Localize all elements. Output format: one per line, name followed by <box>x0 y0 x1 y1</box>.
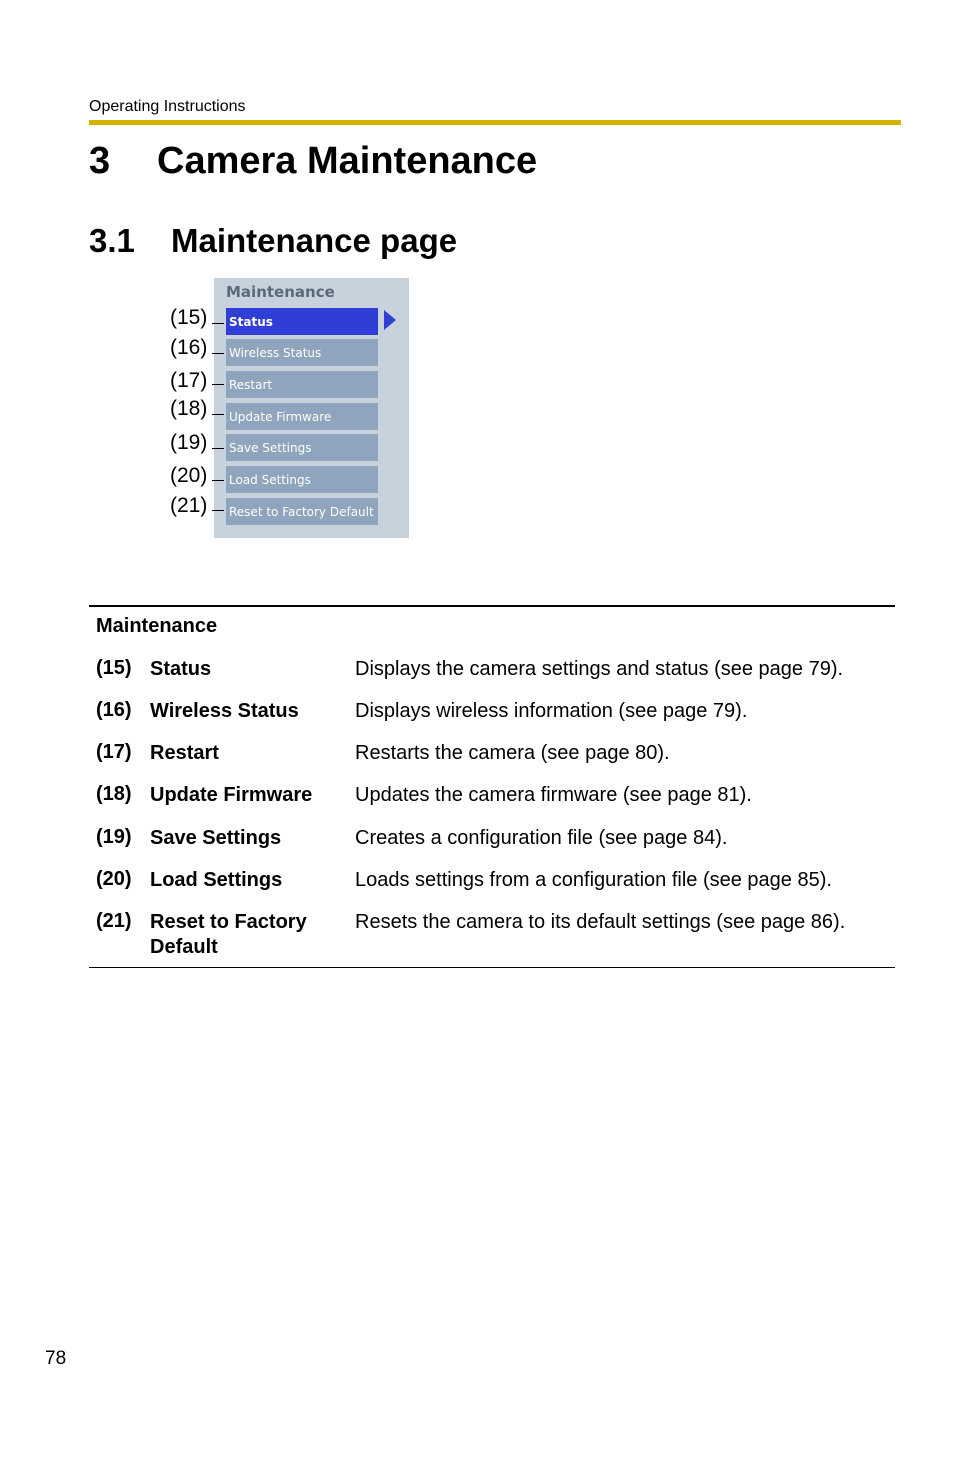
callout-leader <box>212 414 224 415</box>
table-heading: Maintenance <box>96 615 218 637</box>
callout-leader <box>212 480 224 481</box>
callout-16: (16) <box>170 336 208 359</box>
callout-leader <box>212 323 224 324</box>
callout-21: (21) <box>170 494 208 517</box>
callout-15: (15) <box>170 306 208 329</box>
row-number: (16) <box>96 699 132 721</box>
row-number: (21) <box>96 910 132 932</box>
row-description: Resets the camera to its default settings (see page 86). <box>355 911 846 933</box>
menu-item-reset-factory-default[interactable]: Reset to Factory Default <box>226 498 378 525</box>
row-number: (19) <box>96 826 132 848</box>
section-heading <box>89 222 457 260</box>
menu-item-restart[interactable]: Restart <box>226 371 378 398</box>
callout-19: (19) <box>170 431 208 454</box>
row-term: Restart <box>150 742 219 764</box>
row-term: Reset to Factory Default <box>150 911 307 958</box>
selected-arrow-icon <box>384 310 396 330</box>
row-description: Loads settings from a configuration file (see page 85). <box>355 869 832 891</box>
callout-17: (17) <box>170 369 208 392</box>
row-description: Creates a configuration file (see page 84). <box>355 827 728 849</box>
menu-item-wireless-status[interactable]: Wireless Status <box>226 339 378 366</box>
table-top-rule <box>89 605 895 607</box>
section-number: 3.1 <box>89 222 135 259</box>
menu-title: Maintenance <box>226 283 335 301</box>
callout-leader <box>212 353 224 354</box>
header-rule <box>89 120 901 125</box>
callout-leader <box>212 448 224 449</box>
callout-leader <box>212 384 224 385</box>
row-description: Updates the camera firmware (see page 81). <box>355 784 752 806</box>
chapter-number: 3 <box>89 140 111 182</box>
menu-item-status[interactable]: Status <box>226 308 378 335</box>
menu-item-load-settings[interactable]: Load Settings <box>226 466 378 493</box>
callout-leader <box>212 510 224 511</box>
row-number: (17) <box>96 741 132 763</box>
table-bottom-rule <box>89 967 895 968</box>
row-term: Wireless Status <box>150 700 299 722</box>
row-term: Load Settings <box>150 869 283 891</box>
menu-item-update-firmware[interactable]: Update Firmware <box>226 403 378 430</box>
row-term: Status <box>150 658 212 680</box>
page-number: 78 <box>45 1348 67 1369</box>
row-number: (18) <box>96 783 132 805</box>
row-description: Displays the camera settings and status (see page 79). <box>355 658 844 680</box>
section-title: Maintenance page <box>171 222 458 259</box>
row-number: (20) <box>96 868 132 890</box>
chapter-title: Camera Maintenance <box>157 140 538 182</box>
row-number: (15) <box>96 657 132 679</box>
row-term: Save Settings <box>150 827 282 849</box>
menu-item-save-settings[interactable]: Save Settings <box>226 434 378 461</box>
row-term: Update Firmware <box>150 784 313 806</box>
callout-20: (20) <box>170 464 208 487</box>
row-description: Displays wireless information (see page 79). <box>355 700 748 722</box>
chapter-heading <box>89 140 537 183</box>
callout-18: (18) <box>170 397 208 420</box>
maintenance-menu-screenshot <box>214 278 409 538</box>
row-description: Restarts the camera (see page 80). <box>355 742 670 764</box>
running-header: Operating Instructions <box>89 98 246 115</box>
